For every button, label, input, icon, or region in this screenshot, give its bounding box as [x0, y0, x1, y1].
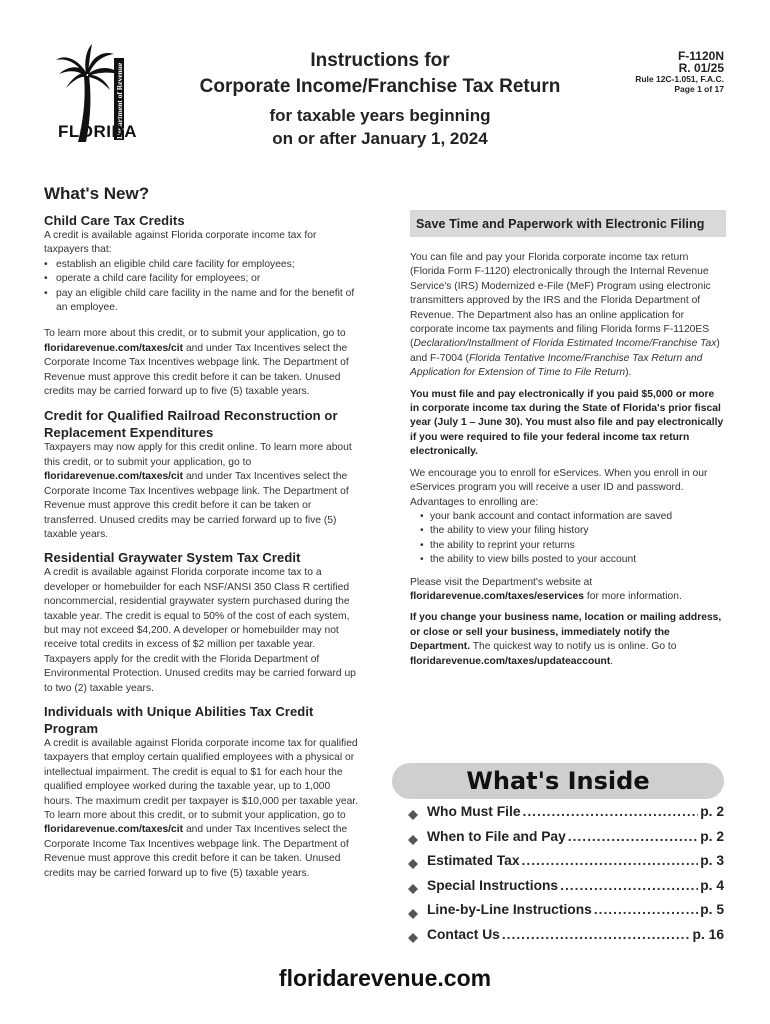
- form-revision: R. 01/25: [678, 61, 724, 75]
- toc-label: Line-by-Line Instructions: [427, 902, 592, 918]
- eservices-advantages-list: [410, 510, 726, 568]
- unique-abilities-link[interactable]: floridarevenue.com/taxes/cit: [44, 824, 184, 836]
- form-rule: Rule 12C-1.051, F.A.C.: [635, 74, 724, 84]
- list-item: • operate a child care facility for employees; or: [44, 272, 360, 286]
- toc-page: p. 2: [700, 804, 724, 819]
- toc-label: Estimated Tax: [427, 853, 520, 869]
- graywater-heading: Residential Graywater System Tax Credit: [44, 550, 301, 566]
- logo-word: FLORIDA: [58, 122, 138, 141]
- electronic-filing-paragraph: You can file and pay your Florida corporate income tax return (Florida Form F-1120) electronically through the Internal Revenue Service's (IRS) Modernized e-File (MeF) Program using electronic transmitters approved by the IRS and the Florida Department of Revenue. The Department also has an online application for corporate income tax payments and filing Florida forms F-1120ES (Declaration/Installment of Florida Estimated Income/Franchise Tax) and F-7004 (Florida Tentative Income/Franchise Tax Return and Application for Extension of Time to File Return).: [410, 252, 720, 379]
- list-item: • the ability to reprint your returns: [410, 539, 726, 553]
- toc-item[interactable]: [408, 853, 724, 878]
- change-business-paragraph: If you change your business name, location or mailing address, or close or sell your business, immediately notify the Department. The quickest way to notify us is online. Go to floridarevenue.com/taxes/updateaccount.: [410, 612, 722, 667]
- graywater-paragraph: A credit is available against Florida corporate income tax to a developer or homebuilder for each NSF/ANSI 350 Class R certified noncommercial, residential graywater system purchased during the taxable year. The credit is equal to 50% of the cost of each system, but may not exceed $4,200. A developer or homebuilder may not receive total credits in excess of $2 million per taxable year. Taxpayers apply for the credit with the Florida Department of Environmental Protection. Unused credits may be carried forward up to two (2) taxable years.: [44, 567, 356, 694]
- left-column: [44, 212, 360, 881]
- whats-inside-heading: What's Inside: [392, 763, 724, 799]
- diamond-bullet-icon: [408, 884, 418, 894]
- whats-new-heading: What's New?: [44, 184, 150, 203]
- child-care-intro: A credit is available against Florida corporate income tax for taxpayers that:: [44, 230, 317, 256]
- right-column: [410, 210, 726, 669]
- eservices-paragraph: We encourage you to enroll for eServices. When you enroll in our eServices program you will receive a user ID and password. Advantages to enrolling are:: [410, 467, 708, 508]
- website-paragraph: Please visit the Department's website at floridarevenue.com/taxes/eservices for more information.: [410, 576, 682, 602]
- toc-label: Special Instructions: [427, 877, 559, 893]
- railroad-paragraph: Taxpayers may now apply for this credit online. To learn more about this credit, or to submit your application, go to floridarevenue.com/taxes/cit and under Tax Incentives select the Corporate Income Tax Incentives webpage link. The Department of Revenue must approve this credit before it can be taken or transferred. Unused credits may be carried forward up to five (5) taxable years.: [44, 442, 352, 540]
- toc-page: p. 5: [700, 902, 724, 918]
- toc-item[interactable]: [408, 804, 724, 829]
- list-item: • your bank account and contact information are saved: [410, 510, 726, 524]
- toc-page: p. 16: [692, 926, 724, 942]
- electronic-filing-heading: Save Time and Paperwork with Electronic Filing: [416, 217, 705, 231]
- toc-item[interactable]: [408, 878, 724, 903]
- child-care-heading: Child Care Tax Credits: [44, 213, 185, 228]
- list-item: • establish an eligible child care facility for employees;: [44, 258, 360, 272]
- subtitle-line-1: for taxable years beginning: [269, 106, 491, 125]
- toc-page: p. 2: [700, 828, 724, 844]
- update-account-link[interactable]: floridarevenue.com/taxes/updateaccount: [410, 655, 611, 667]
- list-item: • the ability to view bills posted to your account: [410, 553, 726, 567]
- subtitle-line-2: on or after January 1, 2024: [272, 129, 488, 148]
- child-care-paragraph: To learn more about this credit, or to submit your application, go to floridarevenue.com/taxes/cit and under Tax Incentives select the Corporate Income Tax Incentives webpage link. The Department of Revenue must approve this credit before it can be taken. Unused credits may be carried forward up to five (5) taxable years.: [44, 328, 349, 398]
- form-number: F-1120N: [677, 49, 724, 63]
- toc-item[interactable]: [408, 927, 724, 952]
- diamond-bullet-icon: [408, 835, 418, 845]
- page-indicator: Page 1 of 17: [674, 84, 724, 94]
- toc-item[interactable]: [408, 829, 724, 854]
- list-item: • the ability to view your filing history: [410, 524, 726, 538]
- diamond-bullet-icon: [408, 933, 418, 943]
- diamond-bullet-icon: [408, 909, 418, 919]
- toc-label: Contact Us: [427, 926, 500, 942]
- railroad-heading: Credit for Qualified Railroad Reconstruction or Replacement Expenditures: [44, 408, 338, 441]
- toc-item[interactable]: [408, 902, 724, 927]
- logo-vertical-text: Department of Revenue: [115, 62, 124, 139]
- electronic-filing-box: [410, 210, 726, 237]
- toc-label: When to File and Pay: [427, 828, 566, 844]
- toc-label: Who Must File: [427, 804, 521, 819]
- table-of-contents: [408, 804, 724, 952]
- eservices-link[interactable]: floridarevenue.com/taxes/eservices: [410, 590, 585, 602]
- document-title: [160, 48, 600, 150]
- list-item: • pay an eligible child care facility in the name and for the benefit of an employee.: [44, 287, 360, 316]
- title-line-2: Corporate Income/Franchise Tax Return: [199, 76, 561, 97]
- footer-website[interactable]: floridarevenue.com: [278, 965, 492, 991]
- toc-page: p. 4: [700, 877, 724, 893]
- unique-abilities-heading: Individuals with Unique Abilities Tax Credit Program: [44, 703, 314, 736]
- form-identifier: [635, 50, 724, 94]
- diamond-bullet-icon: [408, 859, 418, 869]
- unique-abilities-paragraph: A credit is available against Florida corporate income tax for qualified taxpayers that employ certain qualified employees with a physical or intellectual impairment. The credit is equal to $1 for each hour the qualified employee worked during the taxable year, up to 1,000 hours. The maximum credit per taxpayer is $10,000 per taxable year. To learn more about this credit, or to submit your application, go to floridarevenue.com/taxes/cit and under Tax Incentives select the Corporate Income Tax Incentives webpage link. The Department of Revenue must approve this credit before it can be taken. Unused credits may be carried forward up to five (5) taxable years.: [44, 737, 359, 879]
- railroad-link[interactable]: floridarevenue.com/taxes/cit: [44, 471, 184, 483]
- mandatory-efile-notice: You must file and pay electronically if you paid $5,000 or more in corporate income tax during the State of Florida's prior fiscal year (July 1 – June 30). You must also file and pay electronically if you were required to file your federal income tax return electronically.: [410, 388, 724, 458]
- child-care-link[interactable]: floridarevenue.com/taxes/cit: [44, 342, 184, 354]
- toc-page: p. 3: [700, 853, 724, 869]
- diamond-bullet-icon: [408, 810, 418, 820]
- child-care-list: [44, 258, 360, 316]
- title-line-1: Instructions for: [310, 50, 450, 71]
